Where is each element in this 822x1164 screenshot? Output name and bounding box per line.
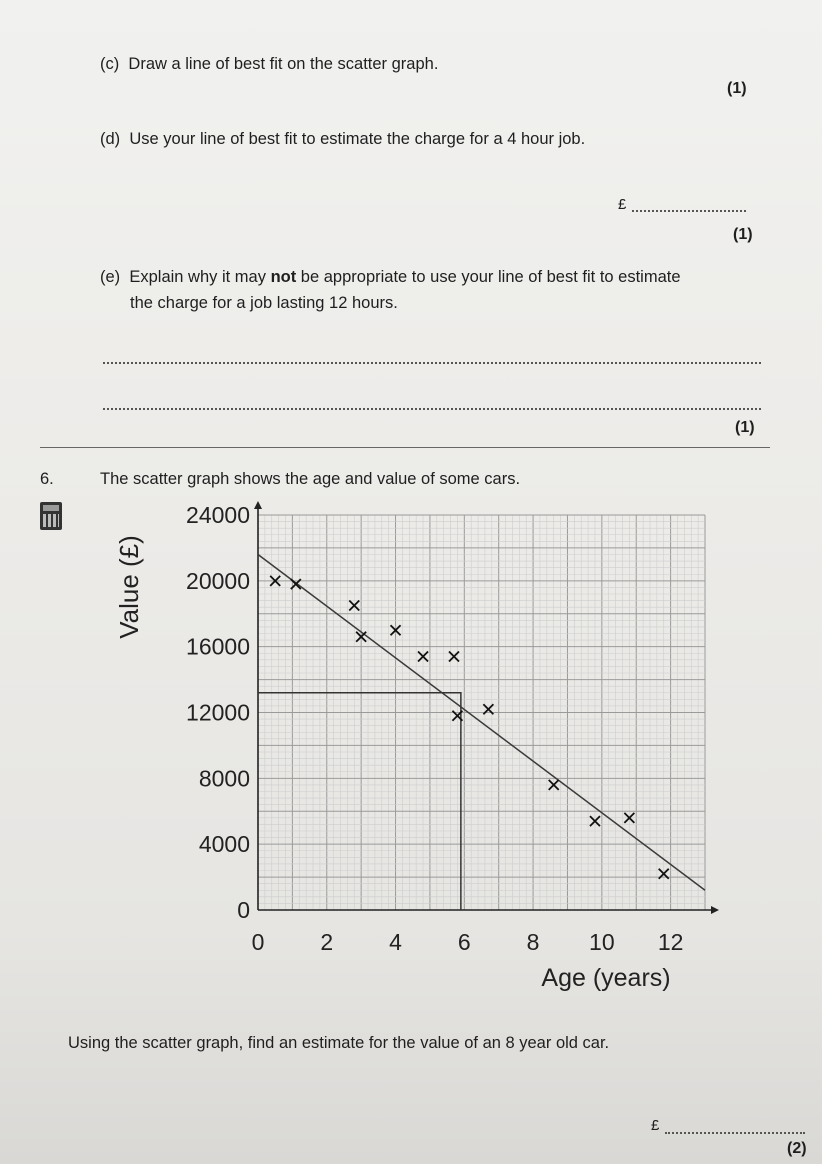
x-tick-label: 6	[457, 929, 471, 955]
question-e-text-after: be appropriate to use your line of best fit to estimate	[296, 268, 681, 286]
y-tick-label: 16000	[186, 633, 250, 660]
y-tick-label: 8000	[198, 765, 250, 792]
question-e-line2: the charge for a job lasting 12 hours.	[130, 294, 398, 312]
question-6-intro: The scatter graph shows the age and value of some cars.	[100, 470, 521, 488]
question-d	[100, 130, 585, 149]
scatter-graph	[0, 490, 822, 1010]
question-e-marks: (1)	[735, 419, 755, 436]
y-tick-label: 12000	[186, 699, 250, 726]
question-e-answer-line-1[interactable]	[103, 362, 761, 364]
question-6-marks: (2)	[787, 1140, 807, 1157]
y-axis-label: Value (£)	[114, 535, 144, 639]
question-c	[100, 55, 438, 74]
section-divider	[40, 447, 770, 448]
x-tick-label: 4	[389, 929, 402, 955]
question-e-answer-line-2[interactable]	[103, 408, 761, 410]
question-d-answer-line[interactable]	[632, 210, 746, 212]
y-tick-label: 20000	[186, 567, 250, 594]
question-e-text-before: Explain why it may	[129, 268, 271, 286]
x-tick-label: 10	[589, 929, 615, 955]
x-tick-label: 0	[251, 929, 265, 955]
x-tick-label: 2	[320, 929, 334, 955]
question-6-answer-prefix: £	[651, 1117, 660, 1134]
question-d-answer-prefix: £	[618, 196, 627, 213]
x-tick-label: 12	[657, 929, 684, 955]
y-tick-label: 4000	[198, 831, 250, 858]
question-6-prompt: Using the scatter graph, find an estimate for the value of an 8 year old car.	[68, 1034, 610, 1052]
question-d-label: (d)	[100, 130, 121, 148]
question-e	[100, 268, 681, 287]
question-c-marks: (1)	[727, 80, 747, 97]
question-d-text: Use your line of best fit to estimate the charge for a 4 hour job.	[129, 130, 586, 148]
chart-grid	[258, 515, 705, 910]
question-e-bold-word: not	[270, 268, 297, 286]
line-of-best-fit	[258, 555, 705, 891]
question-d-marks: (1)	[733, 226, 753, 243]
question-c-label: (c)	[100, 55, 120, 73]
x-axis-arrow	[711, 906, 719, 914]
y-tick-label: 0	[237, 897, 250, 923]
question-6-answer-line[interactable]	[665, 1132, 805, 1134]
x-axis-label: Age (years)	[541, 964, 671, 992]
y-tick-label: 24000	[186, 502, 250, 528]
x-tick-label: 8	[526, 929, 540, 955]
question-c-text: Draw a line of best fit on the scatter graph.	[128, 55, 439, 73]
question-e-label: (e)	[100, 268, 121, 286]
y-axis-arrow	[254, 501, 262, 509]
question-6-number: 6.	[40, 470, 54, 488]
